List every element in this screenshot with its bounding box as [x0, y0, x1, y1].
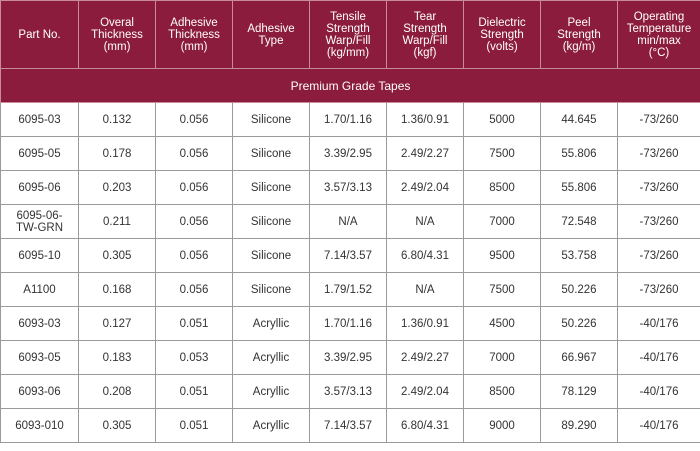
cell-part-no[interactable]: A1100	[1, 273, 79, 307]
cell-part-no[interactable]: 6095-06- TW-GRN	[1, 205, 79, 239]
cell-overall-thickness: 0.305	[79, 239, 156, 273]
cell-operating-temperature: -40/176	[618, 307, 700, 341]
cell-dielectric-strength: 4500	[464, 307, 541, 341]
cell-adhesive-type: Silicone	[233, 239, 310, 273]
cell-dielectric-strength: 7500	[464, 137, 541, 171]
cell-adhesive-thickness: 0.051	[156, 307, 233, 341]
cell-tensile-strength: 1.79/1.52	[310, 273, 387, 307]
cell-peel-strength: 66.967	[541, 341, 618, 375]
column-header-tensile-strength: Tensile Strength Warp/Fill (kg/mm)	[310, 1, 387, 69]
cell-dielectric-strength: 7500	[464, 273, 541, 307]
table-row	[1, 137, 700, 171]
cell-adhesive-thickness: 0.056	[156, 171, 233, 205]
cell-operating-temperature: -73/260	[618, 171, 700, 205]
cell-tear-strength: 1.36/0.91	[387, 307, 464, 341]
cell-adhesive-thickness: 0.056	[156, 205, 233, 239]
cell-adhesive-type: Silicone	[233, 137, 310, 171]
column-header-peel-strength: Peel Strength (kg/m)	[541, 1, 618, 69]
cell-adhesive-type: Acryllic	[233, 341, 310, 375]
cell-tear-strength: 2.49/2.27	[387, 137, 464, 171]
cell-overall-thickness: 0.127	[79, 307, 156, 341]
cell-dielectric-strength: 7000	[464, 341, 541, 375]
cell-tear-strength: N/A	[387, 205, 464, 239]
cell-tensile-strength: 3.39/2.95	[310, 341, 387, 375]
cell-tensile-strength: 3.57/3.13	[310, 171, 387, 205]
cell-adhesive-thickness: 0.051	[156, 375, 233, 409]
cell-adhesive-type: Silicone	[233, 205, 310, 239]
cell-operating-temperature: -73/260	[618, 205, 700, 239]
cell-operating-temperature: -73/260	[618, 103, 700, 137]
column-header-part-no: Part No.	[1, 1, 79, 69]
cell-peel-strength: 55.806	[541, 171, 618, 205]
table-row	[1, 103, 700, 137]
cell-part-no[interactable]: 6095-05	[1, 137, 79, 171]
table-row	[1, 409, 700, 443]
cell-peel-strength: 44.645	[541, 103, 618, 137]
cell-tear-strength: 6.80/4.31	[387, 409, 464, 443]
cell-tear-strength: 2.49/2.27	[387, 341, 464, 375]
column-header-dielectric-strength: Dielectric Strength (volts)	[464, 1, 541, 69]
header-row	[1, 1, 700, 69]
cell-adhesive-type: Acryllic	[233, 375, 310, 409]
cell-peel-strength: 50.226	[541, 307, 618, 341]
cell-tensile-strength: 1.70/1.16	[310, 103, 387, 137]
cell-overall-thickness: 0.211	[79, 205, 156, 239]
cell-overall-thickness: 0.305	[79, 409, 156, 443]
cell-overall-thickness: 0.183	[79, 341, 156, 375]
cell-part-no[interactable]: 6095-10	[1, 239, 79, 273]
cell-peel-strength: 50.226	[541, 273, 618, 307]
cell-dielectric-strength: 7000	[464, 205, 541, 239]
cell-tear-strength: 6.80/4.31	[387, 239, 464, 273]
cell-operating-temperature: -40/176	[618, 341, 700, 375]
cell-adhesive-type: Acryllic	[233, 409, 310, 443]
cell-tensile-strength: 7.14/3.57	[310, 409, 387, 443]
cell-part-no[interactable]: 6093-03	[1, 307, 79, 341]
table-row	[1, 307, 700, 341]
cell-tear-strength: 2.49/2.04	[387, 171, 464, 205]
table-row	[1, 273, 700, 307]
column-header-overall-thickness: Overal Thickness (mm)	[79, 1, 156, 69]
cell-tensile-strength: N/A	[310, 205, 387, 239]
cell-peel-strength: 53.758	[541, 239, 618, 273]
table-row	[1, 341, 700, 375]
column-header-operating-temperature: Operating Temperature min/max (°C)	[618, 1, 700, 69]
cell-tear-strength: N/A	[387, 273, 464, 307]
cell-operating-temperature: -73/260	[618, 239, 700, 273]
cell-adhesive-type: Acryllic	[233, 307, 310, 341]
cell-adhesive-thickness: 0.056	[156, 137, 233, 171]
column-header-adhesive-thickness: Adhesive Thickness (mm)	[156, 1, 233, 69]
table-row	[1, 205, 700, 239]
cell-operating-temperature: -40/176	[618, 409, 700, 443]
cell-adhesive-thickness: 0.056	[156, 273, 233, 307]
cell-adhesive-thickness: 0.056	[156, 103, 233, 137]
cell-peel-strength: 72.548	[541, 205, 618, 239]
cell-adhesive-thickness: 0.053	[156, 341, 233, 375]
cell-part-no[interactable]: 6093-06	[1, 375, 79, 409]
section-title: Premium Grade Tapes	[1, 69, 700, 103]
column-header-tear-strength: Tear Strength Warp/Fill (kgf)	[387, 1, 464, 69]
cell-tensile-strength: 3.39/2.95	[310, 137, 387, 171]
cell-part-no[interactable]: 6093-05	[1, 341, 79, 375]
cell-peel-strength: 55.806	[541, 137, 618, 171]
cell-operating-temperature: -40/176	[618, 375, 700, 409]
cell-tensile-strength: 3.57/3.13	[310, 375, 387, 409]
cell-overall-thickness: 0.168	[79, 273, 156, 307]
cell-overall-thickness: 0.208	[79, 375, 156, 409]
cell-tensile-strength: 7.14/3.57	[310, 239, 387, 273]
cell-adhesive-thickness: 0.056	[156, 239, 233, 273]
cell-overall-thickness: 0.178	[79, 137, 156, 171]
cell-adhesive-type: Silicone	[233, 103, 310, 137]
cell-dielectric-strength: 8500	[464, 375, 541, 409]
cell-part-no[interactable]: 6093-010	[1, 409, 79, 443]
table-row	[1, 239, 700, 273]
cell-tear-strength: 2.49/2.04	[387, 375, 464, 409]
cell-operating-temperature: -73/260	[618, 137, 700, 171]
table-row	[1, 171, 700, 205]
cell-tensile-strength: 1.70/1.16	[310, 307, 387, 341]
cell-tear-strength: 1.36/0.91	[387, 103, 464, 137]
cell-dielectric-strength: 9000	[464, 409, 541, 443]
cell-peel-strength: 78.129	[541, 375, 618, 409]
cell-part-no[interactable]: 6095-06	[1, 171, 79, 205]
table-row	[1, 375, 700, 409]
cell-adhesive-type: Silicone	[233, 273, 310, 307]
cell-part-no[interactable]: 6095-03	[1, 103, 79, 137]
cell-operating-temperature: -73/260	[618, 273, 700, 307]
cell-overall-thickness: 0.132	[79, 103, 156, 137]
cell-adhesive-type: Silicone	[233, 171, 310, 205]
cell-dielectric-strength: 8500	[464, 171, 541, 205]
cell-dielectric-strength: 5000	[464, 103, 541, 137]
cell-peel-strength: 89.290	[541, 409, 618, 443]
cell-dielectric-strength: 9500	[464, 239, 541, 273]
section-row	[1, 69, 700, 103]
cell-overall-thickness: 0.203	[79, 171, 156, 205]
cell-adhesive-thickness: 0.051	[156, 409, 233, 443]
column-header-adhesive-type: Adhesive Type	[233, 1, 310, 69]
